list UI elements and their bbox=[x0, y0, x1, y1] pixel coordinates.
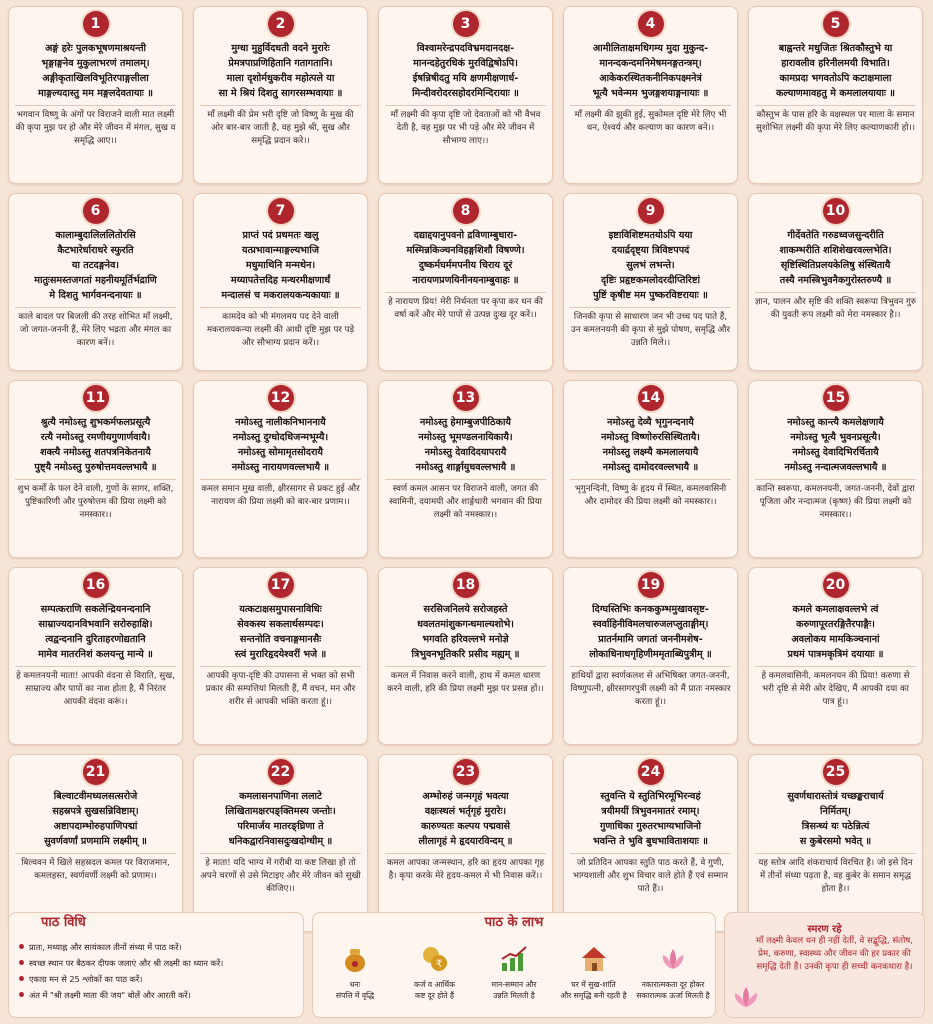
sanskrit-verse: स्तुवन्ति ये स्तुतिभिरमूभिरन्वहं त्रयीमयीं त्रिभुवनमातरं रमाम्। गुणाधिका गुरुतरभाग्यभाजिनो भवन्ति ते भुवि बुधभाविताशयाः ॥ bbox=[592, 791, 708, 847]
method-panel bbox=[8, 912, 304, 1018]
divider bbox=[200, 105, 361, 106]
hindi-meaning: कमल में निवास करने वाली, हाथ में कमल धारण करने वाली, हरि की प्रिया लक्ष्मी मुझ पर प्रसन्न हों।। bbox=[387, 671, 544, 694]
sanskrit-verse: दिग्घस्तिभिः कनककुम्भमुखावसृष्ट- स्वर्वाहिनीविमलचारुजलप्लुताङ्गीम्। प्रातर्नमामि जगतां जननीमशेष- लोकाधिनाथगृहिणीममृताब्धिपुत्रीम् ॥ bbox=[589, 604, 712, 660]
stotra-card bbox=[378, 754, 553, 932]
sanskrit-verse: सरसिजनिलये सरोजहस्ते धवलतमांशुकगन्धमाल्यशोभे। भगवति हरिवल्लभे मनोज्ञे त्रिभुवनभूतिकरि प्रसीद मह्यम् ॥ bbox=[411, 604, 520, 660]
hindi-meaning: हे माता! यदि भाग्य में गरीबी या कष्ट लिखा हो तो अपने चरणों से उसे मिटाइए और मेरे जीवन को सुखी कीजिए।। bbox=[200, 858, 361, 894]
sanskrit-verse: नमोऽस्तु नालीकनिभाननायै नमोऽस्तु दुग्धोदधिजन्मभूम्यै। नमोऽस्तु सोमामृतसोदरायै नमोऽस्तु नारायणवल्लभायै ॥ bbox=[231, 417, 330, 473]
stotra-card bbox=[8, 380, 183, 558]
footer-panels bbox=[8, 912, 925, 1018]
verse-number-badge: 5 bbox=[823, 11, 849, 37]
benefits-title: पाठ के लाभ bbox=[484, 915, 544, 930]
divider bbox=[15, 853, 176, 854]
divider bbox=[200, 479, 361, 480]
verse-number-badge: 17 bbox=[268, 572, 294, 598]
remember-panel bbox=[724, 912, 925, 1018]
sanskrit-verse: दद्याद्दयानुपवनो द्रविणाम्बुधारा- मस्मिन्नकिञ्चनविहङ्गशिशौ विषण्णे। दुष्कर्मघर्ममपनीय चिराय दूरं नारायणप्रणयिनीनयनाम्बुवाहः ॥ bbox=[406, 230, 525, 286]
stotra-card bbox=[8, 567, 183, 745]
stotra-card bbox=[193, 567, 368, 745]
sanskrit-verse: नमोऽस्तु देव्यै भृगुनन्दनायै नमोऽस्तु विष्णोरुरसिस्थितायै। नमोऽस्तु लक्ष्म्यै कमलालयायै नमोऽस्तु दामोदरवल्लभायै ॥ bbox=[601, 417, 700, 473]
benefit-label: कर्ज व आर्थिक कष्ट दूर होते हैं bbox=[414, 980, 455, 1000]
hindi-meaning: कामदेव को भी मंगलमय पद देने वाली मकरालयकन्या लक्ष्मी की आधी दृष्टि मुझ पर पड़े और सौभाग्य प्रदान करें।। bbox=[206, 312, 355, 348]
stotra-card bbox=[378, 193, 553, 371]
sanskrit-verse: कमलासनपाणिना ललाटे लिखितामक्षरपङ्क्तिमस्य जन्तोः। परिमार्जय मातरङ्घ्रिणा ते धनिकद्वारनिवासदुःखदोग्धीम् ॥ bbox=[225, 791, 336, 847]
divider bbox=[385, 666, 546, 667]
svg-text:₹: ₹ bbox=[435, 959, 442, 970]
method-item: प्रातः, मध्याह्न और सायंकाल तीनों संध्या में पाठ करें। bbox=[17, 939, 297, 955]
hindi-meaning: कौस्तुभ के पास हरि के वक्षस्थल पर माला के समान सुशोभित लक्ष्मी की कृपा मेरे लिए कल्याणकारी हो।। bbox=[756, 110, 915, 133]
divider bbox=[570, 853, 731, 854]
verse-number-badge: 14 bbox=[638, 385, 664, 411]
lotus-icon bbox=[657, 943, 689, 975]
benefits-list bbox=[317, 943, 711, 1001]
hindi-meaning: स्वर्ण कमल आसन पर विराजने वाली, जगत की स्वामिनी, दयामयी और शार्ङ्गधारी भगवान की प्रिया लक्ष्मी को नमस्कार।। bbox=[389, 484, 542, 520]
lotus-icon bbox=[731, 985, 761, 1009]
divider bbox=[755, 666, 916, 667]
hindi-meaning: माँ लक्ष्मी की प्रेम भरी दृष्टि जो विष्णु के मुख की ओर बार-बार जाती है, वह मुझे श्री, सुख और समृद्धि प्रदान करे।। bbox=[207, 110, 354, 146]
verse-number-badge: 21 bbox=[83, 759, 109, 785]
sanskrit-verse: विश्वामरेन्द्रपदविभ्रमदानदक्ष- मानन्दहेतुरधिकं मुरविद्विषोऽपि। ईषन्निषीदतु मयि क्षणमीक्षणार्ध- मिन्दीवरोदरसहोदरमिन्दिरायाः ॥ bbox=[412, 43, 519, 99]
sanskrit-verse: अम्भोरुहं जन्मगृहं भवत्या वक्षःस्थलं भर्तृगृहं मुरारेः। कारुण्यतः कल्पय पद्मवासे लीलागृहं मे हृदयारविन्दम् ॥ bbox=[418, 791, 513, 847]
sanskrit-verse: प्राप्तं पदं प्रथमतः खलु यत्प्रभावान्माङ्गल्यभाजि मधुमाथिनि मन्मथेन। मय्यापतेत्तदिह मन्थरमीक्षणार्धं मन्दालसं च मकरालयकन्यकायाः ॥ bbox=[221, 230, 340, 301]
divider bbox=[755, 479, 916, 480]
method-item: स्वच्छ स्थान पर बैठकर दीपक जलाएं और श्री लक्ष्मी का ध्यान करें। bbox=[17, 955, 297, 971]
hindi-meaning: माँ लक्ष्मी की कृपा दृष्टि जो देवताओं को भी वैभव देती है, वह मुझ पर भी पड़े और मेरे जीवन में सौभाग्य लाए।। bbox=[390, 110, 541, 146]
divider bbox=[200, 307, 361, 308]
verse-number-badge: 24 bbox=[638, 759, 664, 785]
stotra-card bbox=[748, 567, 923, 745]
stotra-card bbox=[193, 6, 368, 184]
benefit-label: धनः संपत्ति में वृद्धि bbox=[335, 980, 375, 1000]
hindi-meaning: हाथियों द्वारा स्वर्णकलश से अभिषिक्त जगत-जननी, विष्णुपत्नी, क्षीरसागरपुत्री लक्ष्मी को मैं प्रातः नमस्कार करता हूं।। bbox=[570, 671, 731, 707]
hindi-meaning: माँ लक्ष्मी की झुकी हुई, सुकोमल दृष्टि मेरे लिए भी धन, ऐश्वर्य और कल्याण का कारण बने।। bbox=[574, 110, 727, 133]
pot-icon bbox=[339, 943, 371, 975]
remember-text: माँ लक्ष्मी केवल धन ही नहीं देतीं, वे सद्बुद्धि, संतोष, प्रेम, करुणा, स्वास्थ्य और जीवन की हर प्रकार की समृद्धि देती हैं। उनकी कृपा ही सच्ची कनकधारा है। bbox=[755, 936, 914, 972]
sanskrit-verse: नमोऽस्तु हेमाम्बुजपीठिकायै नमोऽस्तु भूमण्डलनायिकायै। नमोऽस्तु देवादिदयापरायै नमोऽस्तु शार्ङ्गायुधवल्लभायै ॥ bbox=[415, 417, 516, 473]
divider bbox=[570, 666, 731, 667]
verse-number-badge: 25 bbox=[823, 759, 849, 785]
divider bbox=[385, 479, 546, 480]
stotra-card bbox=[8, 193, 183, 371]
growth-chart-icon bbox=[498, 943, 530, 975]
stotra-card bbox=[8, 6, 183, 184]
hindi-meaning: हे कमलवासिनी, कमलनयन की प्रिया! करुणा से भरी दृष्टि से मेरी ओर देखिए, मैं आपकी दया का पात्र हूं।। bbox=[761, 671, 910, 707]
hindi-meaning: ज्ञान, पालन और सृष्टि की शक्ति स्वरूपा त्रिभुवन गुरु की युवती रूप लक्ष्मी को मेरा नमस्कार है।। bbox=[755, 297, 916, 320]
sanskrit-verse: बिल्वाटवीमध्यलसत्सरोजे सहस्रपत्रे सुखसन्निविष्टाम्। अष्टापदाम्भोरुहपाणिपद्मां सुवर्णवर्णां प्रणमामि लक्ष्मीम् ॥ bbox=[44, 791, 147, 847]
hindi-meaning: हे कमलनयनी माता! आपकी वंदना से विराति, सुख, साम्राज्य और पापों का नाश होता है, मैं निरंतर आपकी वंदना करूं।। bbox=[16, 671, 175, 707]
verse-number-badge: 6 bbox=[83, 198, 109, 224]
sanskrit-verse: नमोऽस्तु कान्त्यै कमलेक्षणायै नमोऽस्तु भूत्यै भुवनप्रसूत्यै। नमोऽस्तु देवादिभिरर्चितायै नमोऽस्तु नन्दात्मजवल्लभायै ॥ bbox=[784, 417, 887, 473]
divider bbox=[200, 666, 361, 667]
verse-number-badge: 8 bbox=[453, 198, 479, 224]
verse-number-badge: 10 bbox=[823, 198, 849, 224]
verse-number-badge: 22 bbox=[268, 759, 294, 785]
method-item: एकाग्र मन से 25 श्लोकों का पाठ करें। bbox=[17, 971, 297, 987]
benefit-item bbox=[556, 943, 632, 1001]
verse-number-badge: 2 bbox=[268, 11, 294, 37]
verse-number-badge: 11 bbox=[83, 385, 109, 411]
stotra-card bbox=[563, 6, 738, 184]
hindi-meaning: कान्ति स्वरूपा, कमलनयनी, जगत-जननी, देवों द्वारा पूजिता और नन्दात्मज (कृष्ण) की प्रिया लक्ष्मी को नमस्कार।। bbox=[756, 484, 915, 520]
hindi-meaning: बिल्ववन में खिले सहस्रदल कमल पर विराजमान, कमलहस्त, स्वर्णवर्णी लक्ष्मी को प्रणाम।। bbox=[21, 858, 170, 881]
stotra-card bbox=[748, 6, 923, 184]
hindi-meaning: जो प्रतिदिन आपका स्तुति पाठ करते हैं, वे गुणी, भाग्यशाली और शुभ विचार वाले होते हैं एवं सम्मान पाते हैं।। bbox=[572, 858, 729, 894]
divider bbox=[755, 853, 916, 854]
method-item: अंत में "श्री लक्ष्मी माता की जय" बोलें और आरती करें। bbox=[17, 987, 297, 1003]
coins-icon bbox=[419, 943, 451, 975]
hindi-meaning: कमल समान मुख वाली, क्षीरसागर से प्रकट हुई और नारायण की प्रिया लक्ष्मी को बार-बार प्रणाम।। bbox=[201, 484, 360, 507]
stotra-card bbox=[8, 754, 183, 932]
sanskrit-verse: यत्कटाक्षसमुपासनाविधिः सेवकस्य सकलार्थसम्पदः। सन्तनोति वचनाङ्गमानसैः स्त्वं मुरारिहृदयेश्वरीं भजे ॥ bbox=[234, 604, 327, 660]
benefits-panel bbox=[312, 912, 716, 1018]
divider bbox=[385, 292, 546, 293]
benefit-item bbox=[635, 943, 711, 1001]
sanskrit-verse: सुवर्णधारास्तोत्रं यच्छङ्कराचार्य निर्मितम्। त्रिसन्ध्यं यः पठेन्नित्यं स कुबेरसमो भवेत् ॥ bbox=[787, 791, 884, 847]
sanskrit-verse: मुग्धा मुहुर्विदधती वदने मुरारेः प्रेमत्रपाप्रणिहितानि गतागतानि। माला दृशोर्मधुकरीव महोत्पले या सा मे श्रियं दिशतु सागरसम्भवायाः ॥ bbox=[218, 43, 343, 99]
sanskrit-verse: इष्टाविशिष्टमतयोऽपि यया दयार्द्रदृष्ट्या त्रिविष्टपपदं सुलभं लभन्ते। दृष्टिः प्रहृष्टकमलोदरदीप्तिरिष्टां पुष्टिं कृषीष्ट मम पुष्करविष्टरायाः ॥ bbox=[593, 230, 708, 301]
hindi-meaning: भृगुनन्दिनी, विष्णु के हृदय में स्थित, कमलवासिनी और दामोदर की प्रिया लक्ष्मी को नमस्कार।। bbox=[574, 484, 727, 507]
divider bbox=[570, 307, 731, 308]
divider bbox=[570, 479, 731, 480]
verse-number-badge: 18 bbox=[453, 572, 479, 598]
verse-number-badge: 15 bbox=[823, 385, 849, 411]
divider bbox=[15, 666, 176, 667]
divider bbox=[200, 853, 361, 854]
stotra-card bbox=[193, 754, 368, 932]
stotra-card bbox=[193, 193, 368, 371]
verse-number-badge: 19 bbox=[638, 572, 664, 598]
stotra-card bbox=[563, 567, 738, 745]
verse-number-badge: 1 bbox=[83, 11, 109, 37]
divider bbox=[15, 479, 176, 480]
verse-number-badge: 12 bbox=[268, 385, 294, 411]
benefit-label: नकारात्मकता दूर होकर सकारात्मक ऊर्जा मिलती है bbox=[636, 980, 710, 1000]
stotra-card bbox=[563, 754, 738, 932]
divider bbox=[15, 105, 176, 106]
method-list bbox=[17, 939, 297, 1003]
method-title: पाठ विधि bbox=[41, 915, 86, 930]
stotra-card bbox=[378, 6, 553, 184]
stotra-card bbox=[193, 380, 368, 558]
hindi-meaning: भगवान विष्णु के अंगों पर विराजने वाली मात लक्ष्मी की कृपा मुझ पर हो और मेरे जीवन में मंगल, सुख व समृद्धि आए।। bbox=[15, 110, 176, 146]
verse-number-badge: 9 bbox=[638, 198, 664, 224]
sanskrit-verse: श्रुत्यै नमोऽस्तु शुभकर्मफलप्रसूत्यै रत्यै नमोऽस्तु रमणीयगुणार्णवायै। शक्त्यै नमोऽस्तु शतपत्रनिकेतनायै पुष्ट्यै नमोऽस्तु पुरुषोत्तमवल्लभायै ॥ bbox=[34, 417, 157, 473]
divider bbox=[385, 105, 546, 106]
home-icon bbox=[578, 943, 610, 975]
hindi-meaning: हे नारायण प्रिय! मेरी निर्धनता पर कृपा कर धन की वर्षा करें और मेरे पापों से उत्पन्न दुःख दूर करें।। bbox=[388, 297, 543, 320]
divider bbox=[385, 853, 546, 854]
stotra-card bbox=[748, 193, 923, 371]
stotra-card bbox=[748, 754, 923, 932]
verse-number-badge: 4 bbox=[638, 11, 664, 37]
verse-number-badge: 13 bbox=[453, 385, 479, 411]
benefit-item bbox=[476, 943, 552, 1001]
hindi-meaning: कमल आपका जन्मस्थान, हरि का हृदय आपका गृह है। कृपा करके मेरे हृदय-कमल में भी निवास करें।। bbox=[386, 858, 545, 881]
hindi-meaning: काले बादल पर बिजली की तरह शोभित माँ लक्ष्मी, जो जगत-जननी हैं, मेरे लिए भद्रता और मंगल का कारण बनें।। bbox=[18, 312, 173, 348]
verse-number-badge: 7 bbox=[268, 198, 294, 224]
verse-number-badge: 20 bbox=[823, 572, 849, 598]
verse-number-badge: 3 bbox=[453, 11, 479, 37]
benefit-label: मान-सम्मान और उन्नति मिलती है bbox=[491, 980, 537, 1000]
sanskrit-verse: बाह्वन्तरे मधुजितः श्रितकौस्तुभे या हारावलीव हरिनीलमयी विभाति। कामप्रदा भगवतोऽपि कटाक्षमाला कल्याणमावहतु मे कमलालयायाः ॥ bbox=[776, 43, 895, 99]
verse-number-badge: 16 bbox=[83, 572, 109, 598]
hindi-meaning: शुभ कर्मों के फल देने वाली, गुणों के सागर, शक्ति, पुष्टिकारिणी और पुरुषोत्तम की प्रिया लक्ष्मी को नमस्कार।। bbox=[17, 484, 174, 520]
sanskrit-verse: गीर्देवतेति गरुडध्वजसुन्दरीति शाकम्भरीति शशिशेखरवल्लभेति। सृष्टिस्थितिप्रलयकेलिषु संस्थितायै तस्यै नमस्त्रिभुवनैकगुरोस्तरुण्यै ॥ bbox=[779, 230, 892, 286]
hindi-meaning: आपकी कृपा-दृष्टि की उपासना से भक्त को सभी प्रकार की सम्पत्तियां मिलती हैं, मैं वचन, मन और शरीर से आपकी भक्ति करता हूं।। bbox=[205, 671, 356, 707]
divider bbox=[755, 105, 916, 106]
sanskrit-verse: आमीलिताक्षमधिगम्य मुदा मुकुन्द- मानन्दकन्दमनिमेषमनङ्गतन्त्रम्। आकेकरस्थितकनीनिकपक्ष्मनेत्रं भूत्यै भवेन्मम भुजङ्गशयाङ्गनायाः ॥ bbox=[592, 43, 709, 99]
stotra-card bbox=[378, 380, 553, 558]
sanskrit-verse: कालाम्बुदालिललितोरसि कैटभारेर्धाराधरे स्फुरति या तटदङ्गनेव। मातुःसमस्तजगतां महनीयमूर्तिर्भद्राणि मे दिशतु भार्गवनन्दनायाः ॥ bbox=[34, 230, 157, 301]
hindi-meaning: जिनकी कृपा से साधारण जन भी उच्च पद पाते हैं, उन कमलनयनी की कृपा से मुझे पोषण, समृद्धि और उन्नति मिले।। bbox=[571, 312, 730, 348]
sanskrit-verse: अङ्गं हरेः पुलकभूषणमाश्रयन्ती भृङ्गाङ्गनेव मुकुलाभरणं तमालम्। अङ्गीकृताखिलविभूतिरपाङ्गलीला माङ्गल्यदास्तु मम मङ्गलदेवतायाः ॥ bbox=[38, 43, 153, 99]
stotra-card bbox=[563, 193, 738, 371]
stotra-grid bbox=[8, 6, 925, 932]
stotra-card bbox=[563, 380, 738, 558]
stotra-card bbox=[378, 567, 553, 745]
sanskrit-verse: सम्पत्कराणि सकलेन्द्रियनन्दनानि साम्राज्यदानविभवानि सरोरुहाक्षि। त्वद्वन्दनानि दुरिताहरणोद्यतानि मामेव मातरनिशं कलयन्तु मान्ये ॥ bbox=[38, 604, 153, 660]
benefit-label: घर में सुख-शांति और समृद्धि बनी रहती है bbox=[560, 980, 627, 1000]
sanskrit-verse: कमले कमलाक्षवल्लभे त्वं करुणापूरतरङ्गितैरपाङ्गैः। अवलोकय मामकिञ्चनानां प्रथमं पात्रमकृत्रिमं दयायाः ॥ bbox=[787, 604, 884, 660]
benefit-item bbox=[397, 943, 473, 1001]
divider bbox=[570, 105, 731, 106]
benefit-item bbox=[317, 943, 393, 1001]
remember-title: स्मरण रहे bbox=[807, 924, 842, 935]
verse-number-badge: 23 bbox=[453, 759, 479, 785]
stotra-card bbox=[748, 380, 923, 558]
divider bbox=[755, 292, 916, 293]
hindi-meaning: यह स्तोत्र आदि शंकराचार्य विरचित है। जो इसे दिन में तीनों संध्या पढ़ता है, वह कुबेर के समान समृद्ध होता है।। bbox=[758, 858, 913, 894]
divider bbox=[15, 307, 176, 308]
